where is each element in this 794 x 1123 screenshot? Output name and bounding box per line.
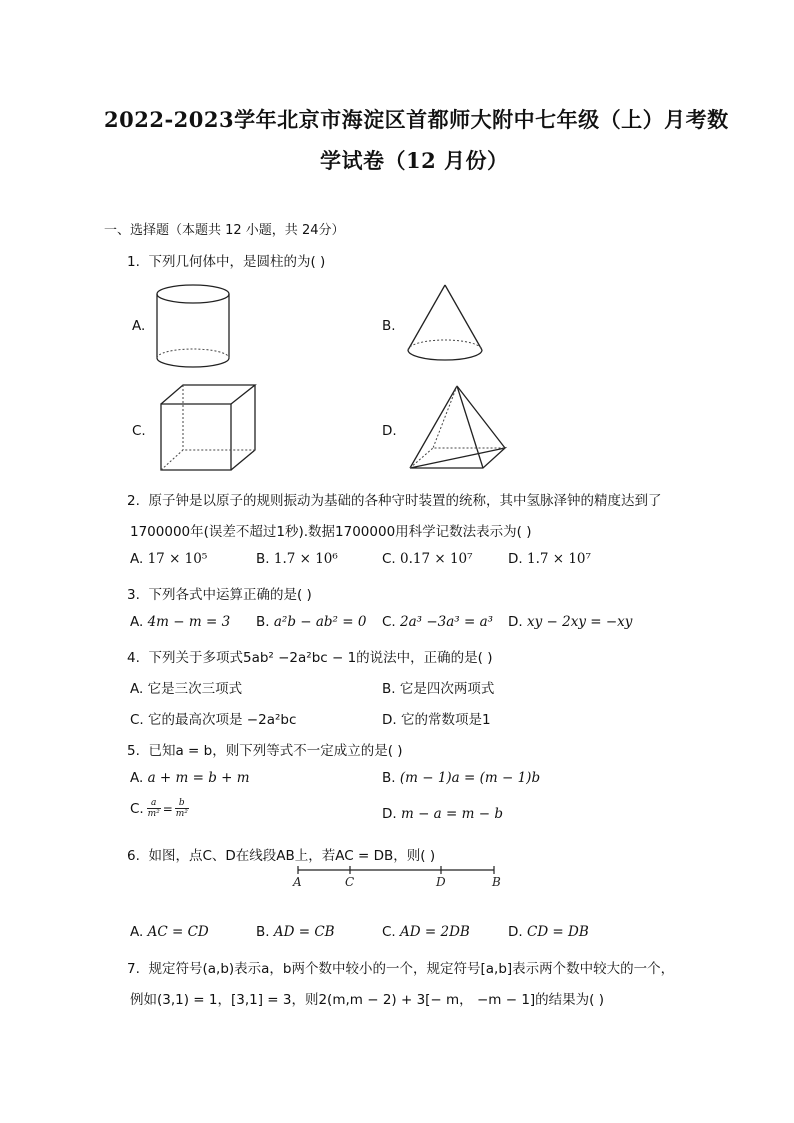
option-text: 17 × 10⁵ bbox=[147, 551, 208, 567]
page-title-line2: 学试卷（12 月份） bbox=[320, 148, 509, 173]
option-d bbox=[382, 708, 491, 728]
option-label: C. bbox=[382, 924, 396, 940]
question-7-line2: 例如(3,1) = 1，[3,1] = 3，则2(m,m − 2) + 3[− m， −m − 1]的结果为( ) bbox=[130, 992, 605, 1008]
option-label: C. bbox=[130, 712, 144, 728]
option-text: AD = 2DB bbox=[400, 924, 470, 940]
cylinder-figure bbox=[150, 280, 240, 372]
option-text: a + m = b + m bbox=[147, 770, 250, 786]
option-label: D. bbox=[382, 712, 397, 728]
fraction-numerator: a bbox=[151, 798, 157, 808]
option-label: A. bbox=[130, 551, 144, 567]
option-label: C. bbox=[130, 800, 144, 817]
option-c bbox=[382, 614, 493, 630]
point-label-d: D bbox=[436, 875, 446, 889]
option-text: 1.7 × 10⁷ bbox=[526, 551, 591, 567]
option-c bbox=[130, 798, 189, 819]
option-b bbox=[256, 551, 338, 567]
point-label-c: C bbox=[345, 875, 355, 889]
point-label-b: B bbox=[492, 875, 501, 889]
question-stem: 规定符号(a,b)表示a，b两个数中较小的一个，规定符号[a,b]表示两个数中较大的一个， bbox=[148, 961, 675, 977]
question-stem: 原子钟是以原子的规则振动为基础的各种守时装置的统称，其中氢脉泽钟的精度达到了 bbox=[148, 493, 662, 509]
option-label: C. bbox=[382, 551, 396, 567]
option-text: 它的最高次项是 −2a²bc bbox=[148, 712, 297, 728]
question-3 bbox=[127, 583, 312, 603]
question-1 bbox=[127, 250, 325, 270]
section-heading: 一、选择题（本题共 12 小题，共 24分） bbox=[104, 223, 345, 238]
option-text: 2a³ −3a³ = a³ bbox=[400, 614, 494, 630]
option-text: 0.17 × 10⁷ bbox=[400, 551, 473, 567]
question-number: 1. bbox=[127, 254, 140, 270]
option-label: D. bbox=[382, 806, 397, 822]
option-b bbox=[256, 614, 366, 630]
question-number: 4. bbox=[127, 650, 140, 666]
option-a bbox=[130, 614, 230, 630]
option-text: xy − 2xy = −xy bbox=[526, 614, 633, 630]
pyramid-figure bbox=[405, 382, 510, 474]
option-label: A. bbox=[130, 614, 144, 630]
option-text: AC = CD bbox=[147, 924, 209, 940]
question-stem: 已知a = b，则下列等式不一定成立的是( ) bbox=[148, 743, 403, 759]
option-d bbox=[508, 924, 589, 940]
option-label: D. bbox=[508, 924, 523, 940]
question-5 bbox=[127, 739, 403, 759]
question-stem: 下列几何体中，是圆柱的为( ) bbox=[148, 254, 326, 270]
option-label: D. bbox=[508, 551, 523, 567]
option-text: AD = CB bbox=[273, 924, 335, 940]
segment-figure bbox=[288, 864, 508, 892]
option-text: 1.7 × 10⁶ bbox=[273, 551, 338, 567]
option-label: B. bbox=[382, 770, 396, 786]
option-label: B. bbox=[256, 614, 270, 630]
question-number: 2. bbox=[127, 493, 140, 509]
option-text: 它是三次三项式 bbox=[147, 681, 243, 697]
question-7 bbox=[127, 957, 674, 977]
question-6 bbox=[127, 844, 435, 864]
point-label-a: A bbox=[293, 875, 302, 889]
option-b bbox=[256, 924, 335, 940]
fraction-b-over-m2 bbox=[175, 798, 189, 819]
option-text: 它的常数项是1 bbox=[400, 712, 491, 728]
option-a bbox=[130, 924, 209, 940]
option-label-c: C. bbox=[132, 423, 146, 439]
option-d bbox=[508, 614, 632, 630]
option-d bbox=[508, 551, 591, 567]
option-b bbox=[382, 677, 494, 697]
option-text: CD = DB bbox=[526, 924, 589, 940]
fraction-denominator: m² bbox=[147, 809, 160, 819]
question-number: 6. bbox=[127, 848, 140, 864]
option-label: A. bbox=[130, 770, 144, 786]
option-c bbox=[382, 551, 473, 567]
option-c bbox=[382, 924, 470, 940]
option-label: A. bbox=[130, 681, 144, 697]
page-title: 2022-2023学年北京市海淀区首都师大附中七年级（上）月考数 bbox=[104, 107, 729, 132]
question-stem: 如图，点C、D在线段AB上，若AC = DB，则( ) bbox=[148, 848, 436, 864]
option-label-a: A. bbox=[132, 318, 146, 334]
option-text: 4m − m = 3 bbox=[147, 614, 231, 630]
option-text: (m − 1)a = (m − 1)b bbox=[399, 770, 541, 786]
option-a bbox=[130, 770, 250, 786]
question-stem: 下列各式中运算正确的是( ) bbox=[148, 587, 312, 603]
option-text: a²b − ab² = 0 bbox=[273, 614, 367, 630]
option-label-b: B. bbox=[382, 318, 396, 334]
option-a bbox=[130, 677, 242, 697]
fraction-denominator: m² bbox=[175, 809, 188, 819]
option-label: B. bbox=[256, 551, 270, 567]
question-4 bbox=[127, 646, 493, 666]
cube-figure bbox=[155, 382, 260, 474]
question-2-line2: 1700000年(误差不超过1秒).数据1700000用科学记数法表示为( ) bbox=[130, 524, 532, 540]
option-text: m − a = m − b bbox=[400, 806, 503, 822]
question-number: 5. bbox=[127, 743, 140, 759]
option-b bbox=[382, 770, 540, 786]
question-stem: 下列关于多项式5ab² −2a²bc − 1的说法中，正确的是( ) bbox=[148, 650, 493, 666]
question-number: 7. bbox=[127, 961, 140, 977]
option-c bbox=[130, 708, 296, 728]
option-label-d: D. bbox=[382, 423, 397, 439]
question-2 bbox=[127, 489, 661, 509]
option-label: D. bbox=[508, 614, 523, 630]
fraction-numerator: b bbox=[178, 798, 185, 808]
option-label: B. bbox=[256, 924, 270, 940]
question-number: 3. bbox=[127, 587, 140, 603]
equals-sign: = bbox=[162, 801, 173, 816]
option-label: C. bbox=[382, 614, 396, 630]
option-label: A. bbox=[130, 924, 144, 940]
fraction-a-over-m2 bbox=[147, 798, 161, 819]
option-a bbox=[130, 551, 207, 567]
option-label: B. bbox=[382, 681, 396, 697]
option-text: 它是四次两项式 bbox=[399, 681, 495, 697]
option-d bbox=[382, 806, 503, 822]
cone-figure bbox=[400, 280, 490, 372]
